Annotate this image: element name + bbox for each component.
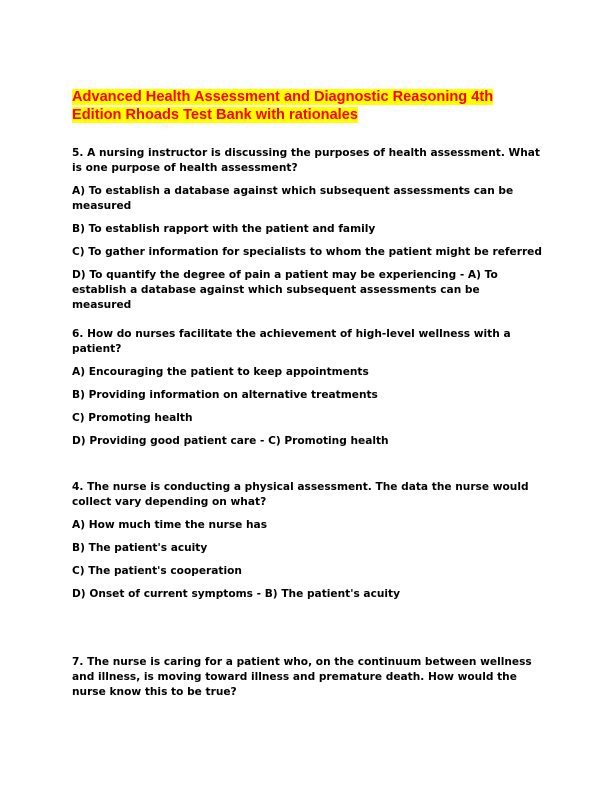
question-stem: 5. A nursing instructor is discussing the purposes of health assessment. What is one purpose of health assessment? (72, 147, 540, 174)
answer-option: D) To quantify the degree of pain a patient may be experiencing - A) To establish a database against which subsequent assessments can be measured (72, 269, 498, 311)
question-block-5 (72, 146, 542, 321)
answer-option: B) The patient's acuity (72, 542, 208, 554)
question-stem: 7. The nurse is caring for a patient who, on the continuum between wellness and illness, is moving toward illness and premature death. How would the nurse know this to be true? (72, 656, 532, 698)
answer-option: A) Encouraging the patient to keep appointments (72, 366, 369, 378)
answer-option: C) To gather information for specialists to whom the patient might be referred (72, 246, 542, 258)
answer-option: B) Providing information on alternative treatments (72, 389, 378, 401)
answer-option: C) The patient's cooperation (72, 565, 242, 577)
answer-option: A) How much time the nurse has (72, 519, 268, 531)
question-block-4 (72, 480, 542, 610)
question-stem: 4. The nurse is conducting a physical assessment. The data the nurse would collect vary depending on what? (72, 481, 529, 508)
answer-option: C) Promoting health (72, 412, 193, 424)
question-block-7 (72, 655, 542, 708)
answer-option: A) To establish a database against which subsequent assessments can be measured (72, 185, 514, 212)
document-title-text: Advanced Health Assessment and Diagnostic Reasoning 4th Edition Rhoads Test Bank with rationales (72, 89, 494, 123)
document-title (72, 88, 542, 124)
question-stem: 6. How do nurses facilitate the achievement of high-level wellness with a patient? (72, 328, 511, 355)
answer-option: D) Providing good patient care - C) Promoting health (72, 435, 389, 447)
answer-option: B) To establish rapport with the patient and family (72, 223, 376, 235)
question-block-6 (72, 327, 542, 457)
answer-option: D) Onset of current symptoms - B) The patient's acuity (72, 588, 401, 600)
